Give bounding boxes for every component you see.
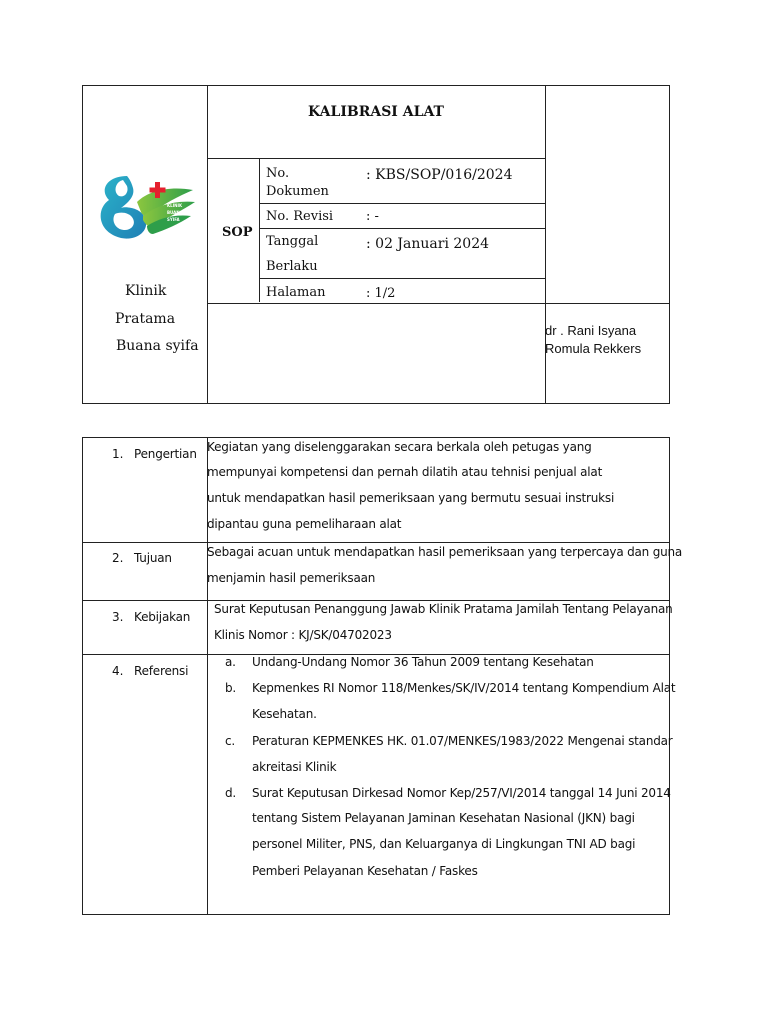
field-value-revision: : -: [366, 209, 379, 224]
reference-line: Kepmenkes RI Nomor 118/Menkes/SK/IV/2014 tentang Kompendium Alat: [252, 681, 676, 695]
divider: [207, 438, 208, 914]
signatory-line: dr . Rani Isyana: [545, 323, 637, 338]
logo-text-line: KLINIK: [167, 203, 183, 208]
section-text-line: mempunyai kompetensi dan pernah dilatih atau tehnisi penjual alat: [207, 465, 603, 479]
section-text-line: Kegiatan yang diselenggarakan secara berkala oleh petugas yang: [207, 440, 592, 454]
section-text-line: Surat Keputusan Penanggung Jawab Klinik Pratama Jamilah Tentang Pelayanan: [214, 602, 673, 616]
reference-line: Kesehatan.: [252, 707, 317, 721]
section-title-tujuan: Tujuan: [134, 551, 172, 565]
sop-label: SOP: [222, 225, 253, 240]
field-label-document-no: Dokumen: [266, 184, 329, 199]
reference-marker: a.: [225, 655, 236, 669]
logo-text-line: SYIFA: [167, 217, 180, 222]
section-number: 3.: [112, 610, 124, 624]
logo-text-line: BUANA: [167, 210, 183, 215]
divider: [259, 228, 545, 229]
clinic-name-line: Buana syifa: [116, 338, 199, 354]
clinic-logo: [93, 162, 199, 248]
divider: [259, 158, 260, 302]
divider: [259, 203, 545, 204]
field-value-document-no: : KBS/SOP/016/2024: [366, 167, 513, 183]
field-value-page: : 1/2: [366, 286, 396, 301]
field-label-page: Halaman: [266, 285, 326, 300]
signatory-line: Romula Rekkers: [545, 341, 642, 356]
reference-line: akreitasi Klinik: [252, 760, 337, 774]
section-number: 2.: [112, 551, 124, 565]
divider: [207, 86, 208, 403]
reference-line: Pemberi Pelayanan Kesehatan / Faskes: [252, 864, 478, 878]
section-title-kebijakan: Kebijakan: [134, 610, 191, 624]
divider: [207, 158, 545, 159]
sop-content-table: [82, 437, 683, 915]
sop-header-table: [82, 85, 670, 404]
section-text-line: untuk mendapatkan hasil pemeriksaan yang bermutu sesuai instruksi: [207, 491, 615, 505]
reference-line: tentang Sistem Pelayanan Jaminan Kesehatan Nasional (JKN) bagi: [252, 811, 635, 825]
section-text-line: dipantau guna pemeliharaan alat: [207, 517, 402, 531]
reference-line: Peraturan KEPMENKES HK. 01.07/MENKES/1983/2022 Mengenai standar: [252, 734, 673, 748]
field-label-document-no: No.: [266, 166, 290, 181]
reference-line: Undang-Undang Nomor 36 Tahun 2009 tentang Kesehatan: [252, 655, 594, 669]
clinic-name-line: Pratama: [115, 311, 176, 327]
clinic-name-line: Klinik: [125, 283, 167, 299]
section-title-referensi: Referensi: [134, 664, 189, 678]
field-label-revision: No. Revisi: [266, 209, 334, 224]
reference-marker: c.: [225, 734, 236, 748]
section-number: 4.: [112, 664, 124, 678]
section-title-pengertian: Pengertian: [134, 447, 197, 461]
divider: [207, 303, 670, 304]
document-title: KALIBRASI ALAT: [308, 104, 444, 120]
field-label-effective-date: Tanggal: [266, 234, 319, 249]
reference-marker: b.: [225, 681, 237, 695]
divider: [83, 542, 669, 543]
divider: [259, 278, 545, 279]
reference-line: personel Militer, PNS, dan Keluarganya di Lingkungan TNI AD bagi: [252, 837, 636, 851]
section-text-line: Klinis Nomor : KJ/SK/04702023: [214, 628, 392, 642]
reference-marker: d.: [225, 786, 237, 800]
field-value-effective-date: : 02 Januari 2024: [366, 236, 490, 252]
section-text-line: Sebagai acuan untuk mendapatkan hasil pemeriksaan yang terpercaya dan guna: [207, 545, 683, 559]
reference-line: Surat Keputusan Dirkesad Nomor Kep/257/VI/2014 tanggal 14 Juni 2014: [252, 786, 671, 800]
field-label-effective-date: Berlaku: [266, 259, 318, 274]
section-text-line: menjamin hasil pemeriksaan: [207, 571, 376, 585]
section-number: 1.: [112, 447, 124, 461]
divider: [83, 600, 669, 601]
